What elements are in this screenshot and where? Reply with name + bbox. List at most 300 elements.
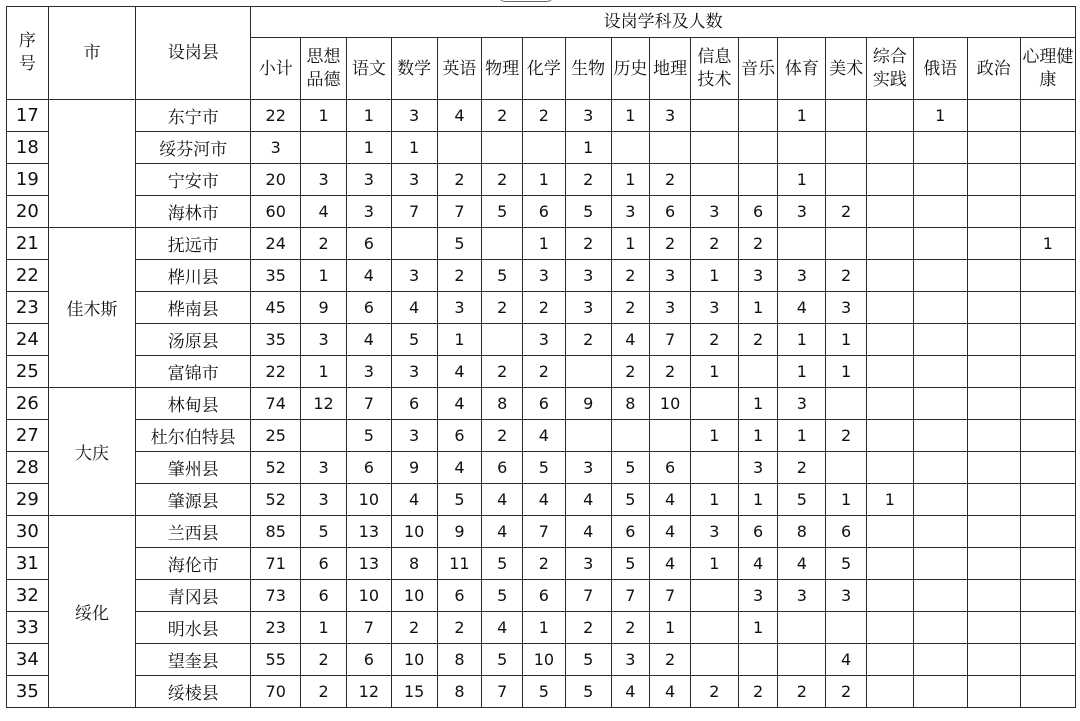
cell-count: 2: [611, 356, 650, 388]
cell-count: 7: [346, 612, 391, 644]
cell-count: [826, 612, 867, 644]
cell-count: 10: [391, 644, 437, 676]
cell-count: [866, 516, 913, 548]
cell-count: [967, 196, 1020, 228]
header-subject: 小计: [251, 38, 301, 100]
table-row: [7, 164, 1076, 196]
cell-count: [690, 388, 738, 420]
cell-count: [967, 324, 1020, 356]
header-subject: 语文: [346, 38, 391, 100]
cell-count: 3: [301, 324, 347, 356]
cell-count: 2: [650, 164, 691, 196]
cell-count: [826, 228, 867, 260]
cell-count: 10: [391, 580, 437, 612]
header-subject: 化学: [523, 38, 566, 100]
cell-count: 2: [301, 644, 347, 676]
cell-count: [738, 356, 778, 388]
header-subject: 俄语: [913, 38, 967, 100]
cell-count: 10: [346, 580, 391, 612]
cell-count: 3: [690, 196, 738, 228]
row-county: 林甸县: [136, 388, 251, 420]
cell-count: 2: [523, 548, 566, 580]
cropped-title-bracket: [496, 0, 556, 2]
cell-count: 3: [778, 580, 826, 612]
cell-count: 2: [611, 292, 650, 324]
cell-count: [1020, 100, 1075, 132]
table-row: [7, 612, 1076, 644]
row-county: 富锦市: [136, 356, 251, 388]
cell-count: [482, 324, 523, 356]
cell-count: 3: [738, 452, 778, 484]
cell-count: 1: [866, 484, 913, 516]
cell-count: 4: [391, 292, 437, 324]
cell-count: 73: [251, 580, 301, 612]
cell-count: 5: [482, 644, 523, 676]
cell-count: 8: [778, 516, 826, 548]
cell-count: 6: [301, 548, 347, 580]
cell-count: [913, 164, 967, 196]
table-row: [7, 324, 1076, 356]
row-county: 绥棱县: [136, 676, 251, 708]
cell-count: 52: [251, 452, 301, 484]
cell-count: 1: [301, 612, 347, 644]
cell-count: 2: [611, 612, 650, 644]
cell-count: 2: [690, 228, 738, 260]
cell-count: [690, 580, 738, 612]
cell-count: 1: [738, 388, 778, 420]
cell-count: 10: [650, 388, 691, 420]
cell-count: 4: [611, 324, 650, 356]
row-seq: 19: [7, 164, 49, 196]
cell-count: [913, 260, 967, 292]
cell-count: [1020, 452, 1075, 484]
cell-count: 55: [251, 644, 301, 676]
cell-count: 2: [301, 676, 347, 708]
cell-count: 2: [565, 228, 611, 260]
cell-count: [866, 644, 913, 676]
cell-count: [866, 132, 913, 164]
cell-count: [967, 676, 1020, 708]
cell-count: 1: [778, 356, 826, 388]
cell-count: 5: [437, 228, 482, 260]
cell-count: 52: [251, 484, 301, 516]
cell-count: 1: [346, 132, 391, 164]
row-county: 明水县: [136, 612, 251, 644]
cell-count: 3: [778, 260, 826, 292]
cell-count: 6: [523, 388, 566, 420]
cell-count: 1: [826, 484, 867, 516]
cell-count: 3: [565, 452, 611, 484]
cell-count: 5: [482, 580, 523, 612]
header-subject: 美术: [826, 38, 867, 100]
cell-count: 2: [482, 292, 523, 324]
cell-count: 3: [826, 292, 867, 324]
cell-count: 2: [778, 676, 826, 708]
cell-count: 71: [251, 548, 301, 580]
cell-count: 5: [611, 548, 650, 580]
cell-count: 3: [346, 164, 391, 196]
cell-count: 3: [437, 292, 482, 324]
row-seq: 17: [7, 100, 49, 132]
header-city: 市: [48, 7, 136, 100]
cell-count: 5: [565, 196, 611, 228]
cell-count: 22: [251, 100, 301, 132]
cell-count: 2: [523, 356, 566, 388]
cell-count: [1020, 164, 1075, 196]
cell-count: 4: [482, 516, 523, 548]
row-city: 绥化: [48, 516, 136, 708]
header-subject: 音乐: [738, 38, 778, 100]
cell-count: [913, 292, 967, 324]
cell-count: 5: [346, 420, 391, 452]
cell-count: [690, 100, 738, 132]
row-county: 青冈县: [136, 580, 251, 612]
cell-count: 3: [391, 356, 437, 388]
row-seq: 23: [7, 292, 49, 324]
cell-count: 5: [611, 484, 650, 516]
cell-count: [913, 644, 967, 676]
cell-count: 1: [650, 612, 691, 644]
cell-count: 70: [251, 676, 301, 708]
cell-count: 2: [611, 260, 650, 292]
row-county: 桦南县: [136, 292, 251, 324]
row-county: 兰西县: [136, 516, 251, 548]
cell-count: 25: [251, 420, 301, 452]
cell-count: 4: [523, 484, 566, 516]
cell-count: 9: [391, 452, 437, 484]
cell-count: 1: [690, 420, 738, 452]
row-seq: 20: [7, 196, 49, 228]
cell-count: [967, 420, 1020, 452]
cell-count: [826, 388, 867, 420]
cell-count: 2: [738, 324, 778, 356]
cell-count: 3: [523, 324, 566, 356]
row-seq: 33: [7, 612, 49, 644]
header-subject: 地理: [650, 38, 691, 100]
cell-count: 3: [650, 292, 691, 324]
cell-count: 5: [301, 516, 347, 548]
cell-count: 12: [346, 676, 391, 708]
cell-count: [913, 484, 967, 516]
cell-count: [565, 420, 611, 452]
cell-count: [866, 100, 913, 132]
row-county: 抚远市: [136, 228, 251, 260]
row-seq: 25: [7, 356, 49, 388]
cell-count: [565, 356, 611, 388]
cell-count: [826, 452, 867, 484]
cell-count: 8: [437, 676, 482, 708]
cell-count: 1: [391, 132, 437, 164]
cell-count: 3: [611, 644, 650, 676]
cell-count: 4: [437, 452, 482, 484]
cell-count: 3: [391, 164, 437, 196]
cell-count: [913, 388, 967, 420]
cell-count: [778, 132, 826, 164]
cell-count: 8: [611, 388, 650, 420]
header-subject: 思想品德: [301, 38, 347, 100]
cell-count: 3: [391, 420, 437, 452]
cell-count: 5: [826, 548, 867, 580]
cell-count: 6: [650, 196, 691, 228]
cell-count: [738, 132, 778, 164]
cell-count: 5: [482, 260, 523, 292]
cell-count: 6: [437, 580, 482, 612]
header-subject: 物理: [482, 38, 523, 100]
cell-count: [866, 420, 913, 452]
cell-count: 4: [778, 548, 826, 580]
cell-count: 22: [251, 356, 301, 388]
cell-count: [913, 356, 967, 388]
cell-count: 4: [826, 644, 867, 676]
cell-count: [1020, 644, 1075, 676]
cell-count: [1020, 132, 1075, 164]
cell-count: [967, 356, 1020, 388]
cell-count: [866, 356, 913, 388]
table-row: [7, 292, 1076, 324]
table-row: [7, 580, 1076, 612]
cell-count: [690, 164, 738, 196]
cell-count: [738, 100, 778, 132]
table-row: [7, 676, 1076, 708]
cell-count: [866, 612, 913, 644]
cell-count: 9: [565, 388, 611, 420]
cell-count: 3: [346, 356, 391, 388]
cell-count: 3: [565, 100, 611, 132]
cell-count: 3: [778, 388, 826, 420]
row-seq: 34: [7, 644, 49, 676]
cell-count: [967, 260, 1020, 292]
cell-count: [913, 580, 967, 612]
row-seq: 21: [7, 228, 49, 260]
cell-count: [866, 548, 913, 580]
cell-count: [913, 452, 967, 484]
cell-count: 1: [778, 164, 826, 196]
cell-count: 7: [437, 196, 482, 228]
row-county: 海林市: [136, 196, 251, 228]
row-county: 肇源县: [136, 484, 251, 516]
cell-count: 1: [913, 100, 967, 132]
cell-count: 1: [826, 324, 867, 356]
cell-count: 3: [301, 452, 347, 484]
cell-count: [967, 484, 1020, 516]
cell-count: 1: [690, 260, 738, 292]
cell-count: 13: [346, 516, 391, 548]
cell-count: 4: [301, 196, 347, 228]
cell-count: 1: [738, 420, 778, 452]
cell-count: 7: [650, 580, 691, 612]
cell-count: 1: [690, 356, 738, 388]
row-city: 大庆: [48, 388, 136, 516]
cell-count: 60: [251, 196, 301, 228]
row-seq: 27: [7, 420, 49, 452]
cell-count: 2: [826, 676, 867, 708]
cell-count: [967, 100, 1020, 132]
cell-count: [1020, 292, 1075, 324]
cell-count: 2: [738, 228, 778, 260]
cell-count: 45: [251, 292, 301, 324]
cell-count: 5: [565, 676, 611, 708]
cell-count: [913, 612, 967, 644]
cell-count: [738, 644, 778, 676]
cell-count: 5: [437, 484, 482, 516]
cell-count: 1: [346, 100, 391, 132]
cell-count: 4: [650, 516, 691, 548]
row-city: [48, 100, 136, 228]
cell-count: 5: [391, 324, 437, 356]
cell-count: [482, 132, 523, 164]
cell-count: [866, 324, 913, 356]
header-subject: 历史: [611, 38, 650, 100]
cell-count: 2: [690, 676, 738, 708]
cell-count: 3: [565, 548, 611, 580]
cell-count: 1: [690, 548, 738, 580]
cell-count: 4: [482, 612, 523, 644]
cell-count: [826, 164, 867, 196]
cell-count: 3: [778, 196, 826, 228]
cell-count: 4: [437, 388, 482, 420]
row-seq: 32: [7, 580, 49, 612]
cell-count: [913, 420, 967, 452]
cell-count: 6: [346, 228, 391, 260]
table-row: [7, 132, 1076, 164]
cell-count: 4: [565, 484, 611, 516]
header-subject: 信息技术: [690, 38, 738, 100]
cell-count: 6: [346, 292, 391, 324]
cell-count: 6: [611, 516, 650, 548]
cell-count: 20: [251, 164, 301, 196]
header-subject: 政治: [967, 38, 1020, 100]
cell-count: 6: [346, 644, 391, 676]
cell-count: 35: [251, 260, 301, 292]
cell-count: 6: [523, 196, 566, 228]
cell-count: 2: [482, 420, 523, 452]
cell-count: 1: [301, 100, 347, 132]
cell-count: [391, 228, 437, 260]
cell-count: 2: [565, 324, 611, 356]
cell-count: [1020, 388, 1075, 420]
cell-count: [826, 100, 867, 132]
cell-count: [913, 196, 967, 228]
row-seq: 28: [7, 452, 49, 484]
cell-count: 1: [778, 100, 826, 132]
cell-count: [866, 292, 913, 324]
teacher-posts-table: [6, 6, 1076, 708]
cell-count: 2: [826, 420, 867, 452]
cell-count: [913, 324, 967, 356]
cell-count: 4: [437, 100, 482, 132]
cell-count: 3: [391, 260, 437, 292]
cell-count: 4: [650, 484, 691, 516]
cell-count: 6: [301, 580, 347, 612]
cell-count: 6: [437, 420, 482, 452]
cell-count: [913, 676, 967, 708]
cell-count: 1: [826, 356, 867, 388]
cell-count: [611, 132, 650, 164]
cell-count: [778, 228, 826, 260]
cell-count: 5: [482, 548, 523, 580]
row-seq: 24: [7, 324, 49, 356]
cell-count: [1020, 548, 1075, 580]
row-county: 桦川县: [136, 260, 251, 292]
cell-count: 5: [523, 452, 566, 484]
cell-count: [826, 132, 867, 164]
cell-count: 2: [650, 356, 691, 388]
cell-count: 23: [251, 612, 301, 644]
header-subject: 综合实践: [866, 38, 913, 100]
row-seq: 30: [7, 516, 49, 548]
cell-count: 7: [611, 580, 650, 612]
cell-count: [967, 644, 1020, 676]
cell-count: 4: [565, 516, 611, 548]
cell-count: [1020, 260, 1075, 292]
table-row: [7, 484, 1076, 516]
cell-count: 2: [565, 164, 611, 196]
cell-count: [967, 548, 1020, 580]
cell-count: 2: [778, 452, 826, 484]
cell-count: 2: [650, 228, 691, 260]
cell-count: 4: [437, 356, 482, 388]
cell-count: 5: [482, 196, 523, 228]
table-row: [7, 260, 1076, 292]
cell-count: [913, 548, 967, 580]
cell-count: [866, 452, 913, 484]
cell-count: 2: [482, 356, 523, 388]
cell-count: 2: [826, 260, 867, 292]
cell-count: 1: [565, 132, 611, 164]
cell-count: 3: [565, 292, 611, 324]
cell-count: 4: [523, 420, 566, 452]
cell-count: 11: [437, 548, 482, 580]
cell-count: 7: [391, 196, 437, 228]
row-seq: 29: [7, 484, 49, 516]
row-county: 杜尔伯特县: [136, 420, 251, 452]
cell-count: [866, 196, 913, 228]
header-subject: 英语: [437, 38, 482, 100]
cell-count: [1020, 356, 1075, 388]
cell-count: 3: [690, 516, 738, 548]
cell-count: [967, 452, 1020, 484]
cell-count: [301, 420, 347, 452]
table-row: [7, 356, 1076, 388]
cell-count: [913, 228, 967, 260]
cell-count: 8: [482, 388, 523, 420]
cell-count: 1: [778, 420, 826, 452]
cell-count: 1: [301, 356, 347, 388]
cell-count: [301, 132, 347, 164]
cell-count: 12: [301, 388, 347, 420]
cell-count: 1: [738, 292, 778, 324]
cell-count: 3: [611, 196, 650, 228]
cell-count: 4: [738, 548, 778, 580]
cell-count: 9: [437, 516, 482, 548]
table-row: [7, 644, 1076, 676]
table-row: [7, 100, 1076, 132]
cell-count: 7: [346, 388, 391, 420]
cell-count: 6: [346, 452, 391, 484]
row-county: 海伦市: [136, 548, 251, 580]
row-county: 望奎县: [136, 644, 251, 676]
cell-count: 5: [778, 484, 826, 516]
cell-count: 3: [738, 260, 778, 292]
cell-count: 1: [523, 164, 566, 196]
cell-count: 10: [346, 484, 391, 516]
cell-count: 4: [650, 676, 691, 708]
header-subject: 体育: [778, 38, 826, 100]
cell-count: [690, 644, 738, 676]
cell-count: [523, 132, 566, 164]
header-subjects-title: 设岗学科及人数: [251, 7, 1076, 38]
cell-count: [778, 612, 826, 644]
